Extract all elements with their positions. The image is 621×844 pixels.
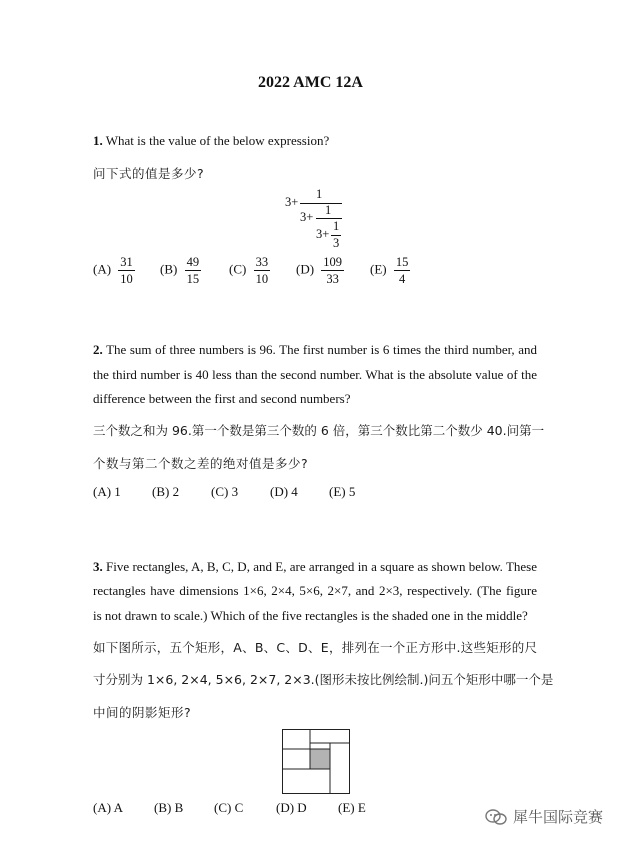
q2-text-cn-line2: 个数与第二个数之差的绝对值是多少? — [93, 456, 309, 471]
q3-statement-line2: rectangles have dimensions 1×6, 2×4, 5×6, 2×7, and 2×3, respectively. (The figure — [93, 583, 537, 598]
q3-text-cn-line2: 寸分别为 1×6, 2×4, 5×6, 2×7, 2×3.(图形未按比例绘制.)问五个矩形中哪一个是 — [93, 672, 554, 687]
q3-text-cn-line1: 如下图所示，五个矩形，A、B、C、D、E，排列在一个正方形中.这些矩形的尺 — [93, 640, 537, 655]
q2-choice-a[interactable]: (A) 1 — [93, 484, 121, 499]
q2-number: 2. — [93, 342, 103, 357]
q3-statement-line3: is not drawn to scale.) Which of the five rectangles is the shaded one in the middle? — [93, 608, 528, 623]
q1-number: 1. — [93, 133, 103, 148]
q3-choice-c[interactable]: (C) C — [214, 800, 244, 815]
q2-choice-c[interactable]: (C) 3 — [211, 484, 239, 499]
q1-text-cn: 问下式的值是多少? — [93, 166, 205, 181]
q3-choice-a[interactable]: (A) A — [93, 800, 123, 815]
q2-choice-b[interactable]: (B) 2 — [152, 484, 180, 499]
q3-statement-line1: 3. Five rectangles, A, B, C, D, and E, are arranged in a square as shown below. These — [93, 559, 537, 574]
q2-statement-line3: difference between the first and second numbers? — [93, 391, 351, 406]
page-title: 2022 AMC 12A — [258, 74, 363, 91]
q3-number: 3. — [93, 559, 103, 574]
q3-choice-b[interactable]: (B) B — [154, 800, 184, 815]
wechat-icon — [485, 808, 507, 826]
q3-choice-e[interactable]: (E) E — [338, 800, 366, 815]
q1-choice-a[interactable]: (A) $\frac{31}{10}$ — [93, 255, 133, 286]
q3-choice-d[interactable]: (D) D — [276, 800, 307, 815]
q1-text-en: What is the value of the below expression? — [105, 133, 330, 148]
q1-continued-fraction: 3+ 1 3+ 1 3+ 1 3 — [280, 185, 360, 255]
q2-choice-e[interactable]: (E) 5 — [329, 484, 356, 499]
q2-text-cn-line1: 三个数之和为 96.第一个数是第三个数的 6 倍，第三个数比第二个数少 40.问第一 — [93, 423, 545, 438]
rectangles-square-figure — [282, 729, 350, 794]
q2-choice-d[interactable]: (D) 4 — [270, 484, 298, 499]
q1-choice-b[interactable]: (B) $\frac{49}{15}$ — [160, 255, 200, 286]
q2-statement-line1: 2. The sum of three numbers is 96. The first number is 6 times the third number, and — [93, 342, 537, 357]
fraction-bar — [300, 203, 342, 204]
q1-choice-c[interactable]: (C) $\frac{33}{10}$ — [229, 255, 269, 286]
q1-choice-e[interactable]: (E) $\frac{15}{4}$ — [370, 255, 409, 286]
q2-statement-line2: the third number is 40 less than the second number. What is the absolute value of the — [93, 367, 537, 382]
q3-text-cn-line3: 中间的阴影矩形? — [93, 705, 192, 720]
q1-choice-d[interactable]: (D) $\frac{109}{33}$ — [296, 255, 343, 286]
watermark-text: 犀牛国际竞赛 — [512, 808, 603, 826]
q1-statement — [93, 133, 329, 149]
watermark — [485, 806, 603, 827]
shaded-rectangle — [310, 749, 330, 769]
